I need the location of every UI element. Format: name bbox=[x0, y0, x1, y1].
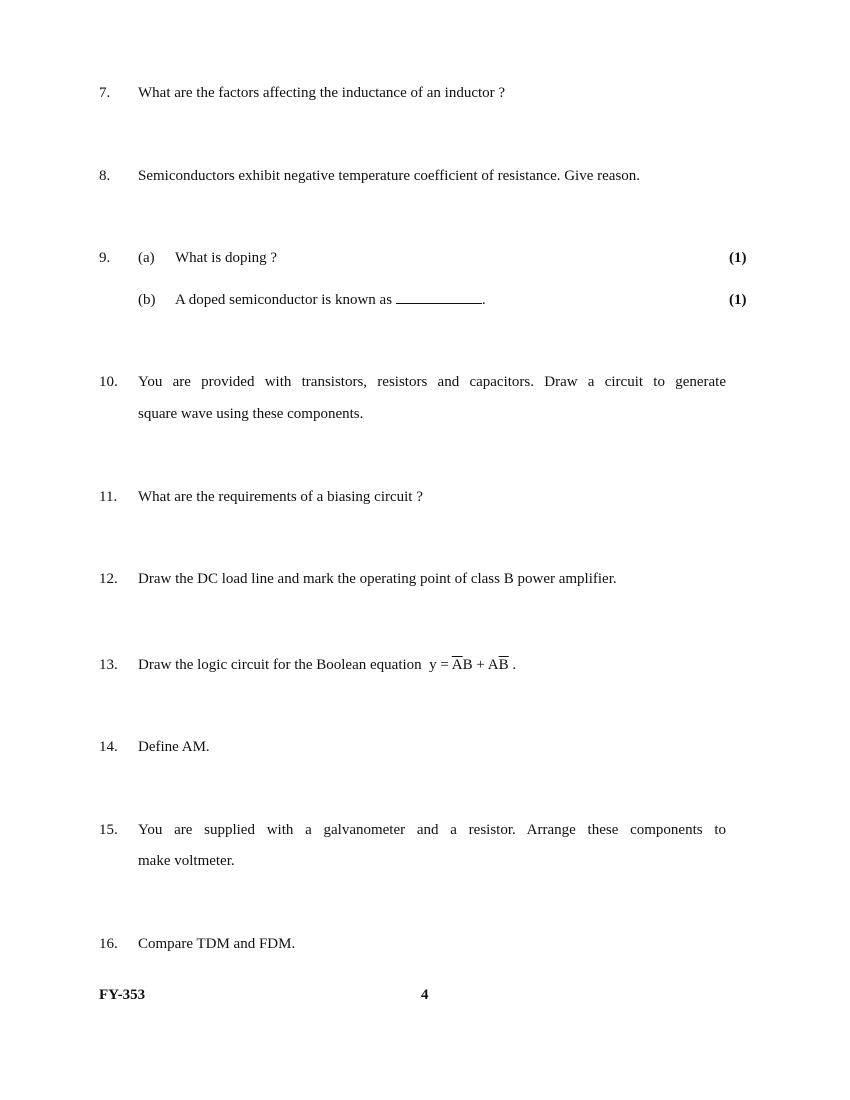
question-text: Compare TDM and FDM. bbox=[138, 936, 296, 952]
part-b-suffix: . bbox=[481, 292, 486, 308]
question-text-line-2: make voltmeter. bbox=[138, 853, 235, 869]
question-number: 12. bbox=[99, 571, 118, 587]
part-b-label: (b) bbox=[138, 292, 156, 308]
part-a-label: (a) bbox=[138, 250, 155, 266]
question-number: 10. bbox=[99, 374, 118, 390]
equation-a-bar: $\overline{A}$ bbox=[451, 657, 463, 673]
question-number: 7. bbox=[99, 85, 111, 101]
part-a-marks: (1) bbox=[729, 250, 747, 266]
equation-b-bar: $\overline{B}$ bbox=[498, 657, 509, 673]
question-text: Define AM. bbox=[138, 739, 210, 755]
part-b-text: A doped semiconductor is known as bbox=[175, 292, 393, 308]
question-number: 16. bbox=[99, 936, 118, 952]
equation-lhs: y = bbox=[429, 657, 452, 673]
boolean-equation bbox=[429, 657, 516, 673]
question-number: 14. bbox=[99, 739, 118, 755]
question-number: 8. bbox=[99, 168, 111, 184]
question-number: 15. bbox=[99, 822, 118, 838]
equation-a: A bbox=[487, 657, 499, 673]
question-text: Semiconductors exhibit negative temperature coefficient of resistance. Give reason. bbox=[138, 168, 641, 184]
equation-b: B bbox=[462, 657, 473, 673]
question-text: What are the factors affecting the inductance of an inductor ? bbox=[138, 85, 506, 101]
equation-plus: + bbox=[472, 657, 488, 673]
fill-in-blank bbox=[396, 291, 482, 304]
paper-code: FY-353 bbox=[99, 987, 146, 1003]
question-number: 13. bbox=[99, 657, 118, 673]
part-a-text: What is doping ? bbox=[175, 250, 278, 266]
question-line bbox=[138, 655, 516, 675]
part-b-line bbox=[175, 290, 486, 310]
question-text: Draw the logic circuit for the Boolean equation bbox=[138, 657, 422, 673]
page-number: 4 bbox=[421, 987, 429, 1003]
equation-end: . bbox=[508, 657, 517, 673]
question-text-line-1: You are provided with transistors, resistors and capacitors. Draw a circuit to generate bbox=[138, 374, 726, 390]
question-number: 9. bbox=[99, 250, 111, 266]
question-number: 11. bbox=[99, 489, 118, 505]
question-text: What are the requirements of a biasing circuit ? bbox=[138, 489, 423, 505]
question-text-line-1: You are supplied with a galvanometer and a resistor. Arrange these components to bbox=[138, 822, 726, 838]
part-b-marks: (1) bbox=[729, 292, 747, 308]
question-text-line-2: square wave using these components. bbox=[138, 406, 364, 422]
question-text: Draw the DC load line and mark the operating point of class B power amplifier. bbox=[138, 571, 617, 587]
